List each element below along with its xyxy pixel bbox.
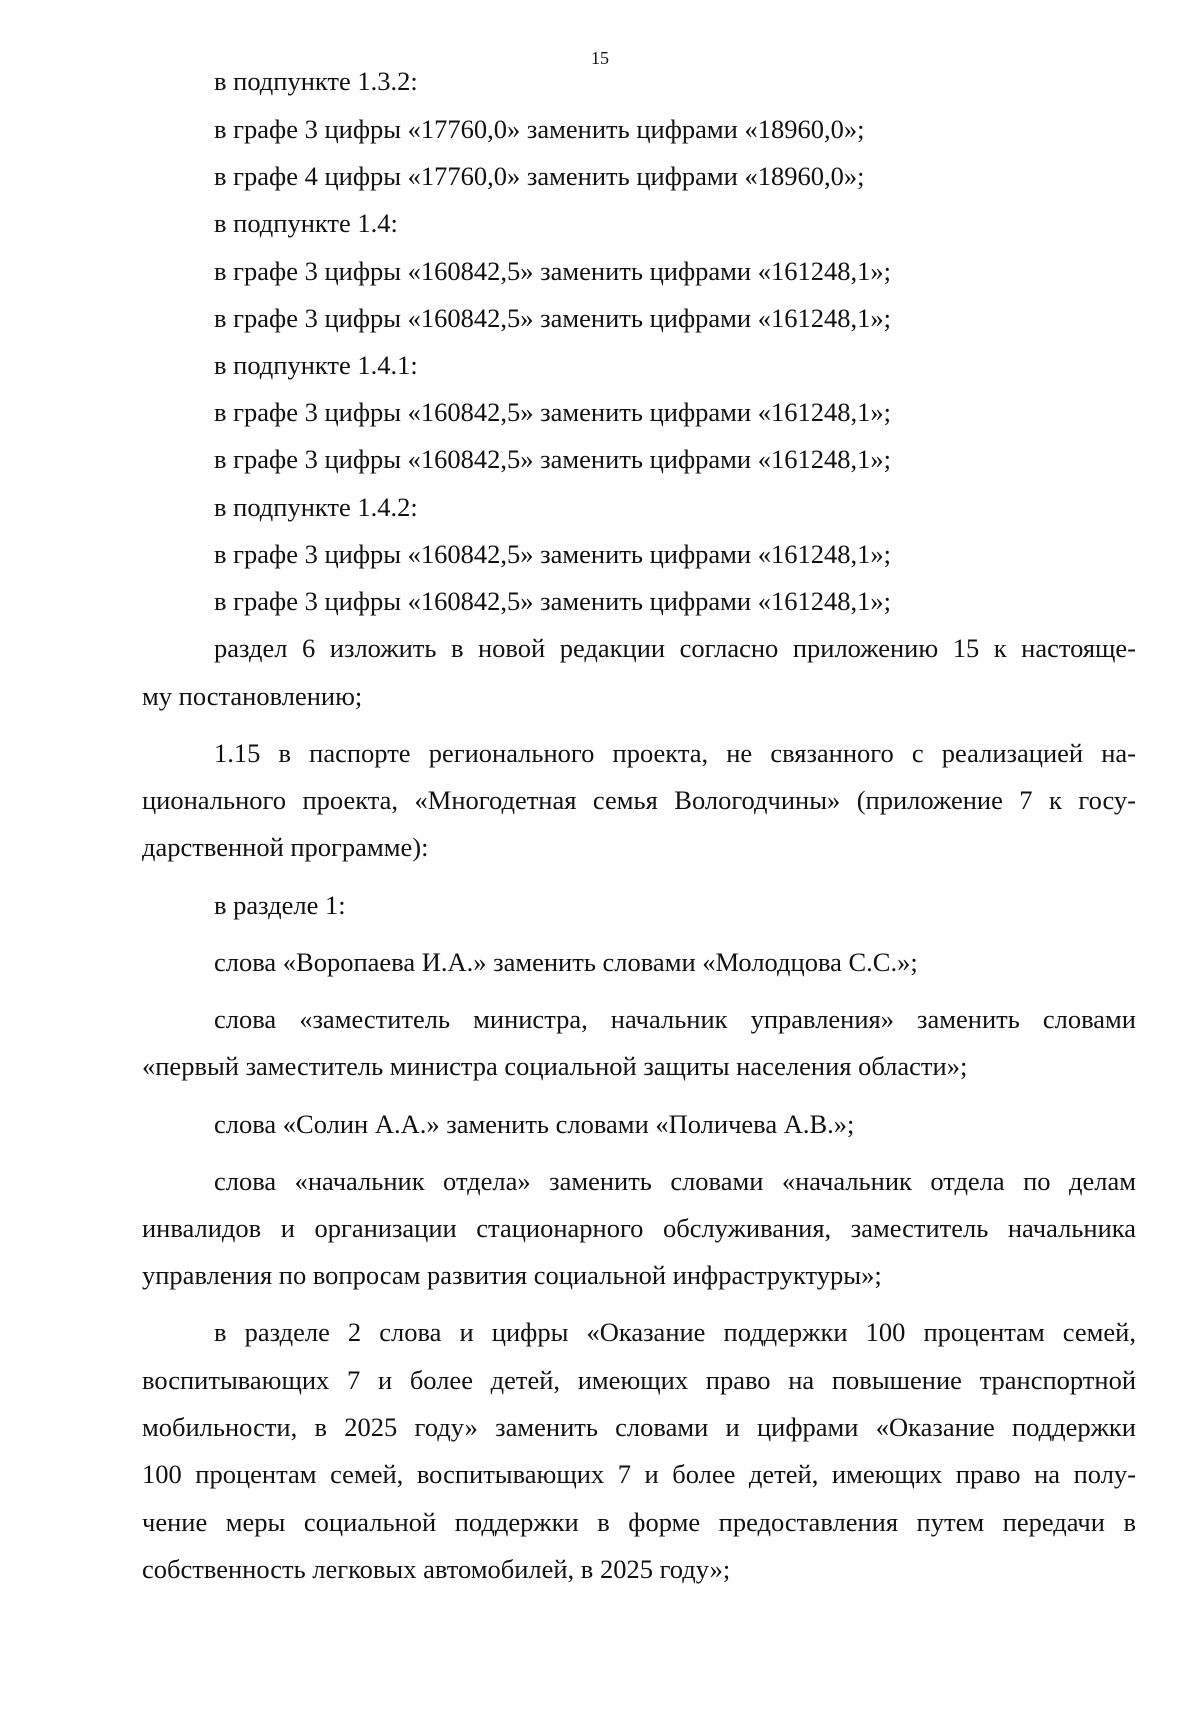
text-line: мобильности, в 2025 году» заменить словами и цифрами «Оказание поддержки (142, 1412, 1136, 1442)
text-line: ционального проекта, «Многодетная семья Вологодчины» (приложение 7 к госу- (142, 785, 1136, 815)
text-line: 100 процентам семей, воспитывающих 7 и более детей, имеющих право на полу- (142, 1459, 1136, 1489)
text-line: в графе 3 цифры «160842,5» заменить цифрами «161248,1»; (214, 256, 891, 286)
text-line: в графе 3 цифры «160842,5» заменить цифрами «161248,1»; (214, 539, 891, 569)
text-line: в графе 3 цифры «17760,0» заменить цифрами «18960,0»; (214, 114, 865, 144)
text-line: управления по вопросам развития социальной инфраструктуры»; (142, 1260, 882, 1290)
text-line: слова «начальник отдела» заменить словами «начальник отдела по делам (214, 1166, 1136, 1196)
text-line: в разделе 2 слова и цифры «Оказание поддержки 100 процентам семей, (214, 1317, 1136, 1347)
text-line: «первый заместитель министра социальной защиты населения области»; (142, 1051, 968, 1081)
text-line: в подпункте 1.4.1: (214, 350, 418, 380)
text-line: в графе 3 цифры «160842,5» заменить цифрами «161248,1»; (214, 444, 891, 474)
text-line: дарственной программе): (142, 832, 429, 862)
text-line: слова «Солин А.А.» заменить словами «Поличева А.В.»; (214, 1109, 855, 1139)
page-number: 15 (591, 48, 609, 68)
text-line: слова «заместитель министра, начальник управления» заменить словами (214, 1004, 1136, 1034)
text-line: в графе 3 цифры «160842,5» заменить цифрами «161248,1»; (214, 397, 891, 427)
text-line: в графе 4 цифры «17760,0» заменить цифрами «18960,0»; (214, 161, 865, 191)
text-line: собственность легковых автомобилей, в 2025 году»; (142, 1554, 731, 1584)
text-line: раздел 6 изложить в новой редакции согласно приложению 15 к настояще- (214, 633, 1136, 663)
text-line: инвалидов и организации стационарного обслуживания, заместитель начальника (142, 1213, 1136, 1243)
text-line: чение меры социальной поддержки в форме предоставления путем передачи в (142, 1507, 1136, 1537)
text-line: воспитывающих 7 и более детей, имеющих право на повышение транспортной (142, 1365, 1136, 1395)
text-line: в разделе 1: (214, 890, 346, 920)
text-line: в подпункте 1.4: (214, 208, 398, 238)
text-line: 1.15 в паспорте регионального проекта, не связанного с реализацией на- (214, 738, 1136, 768)
text-line: му постановлению; (142, 681, 363, 711)
text-line: в подпункте 1.4.2: (214, 492, 418, 522)
text-line: в подпункте 1.3.2: (214, 66, 418, 96)
text-line: в графе 3 цифры «160842,5» заменить цифрами «161248,1»; (214, 586, 891, 616)
text-line: слова «Воропаева И.А.» заменить словами «Молодцова С.С.»; (214, 947, 918, 977)
text-line: в графе 3 цифры «160842,5» заменить цифрами «161248,1»; (214, 303, 891, 333)
